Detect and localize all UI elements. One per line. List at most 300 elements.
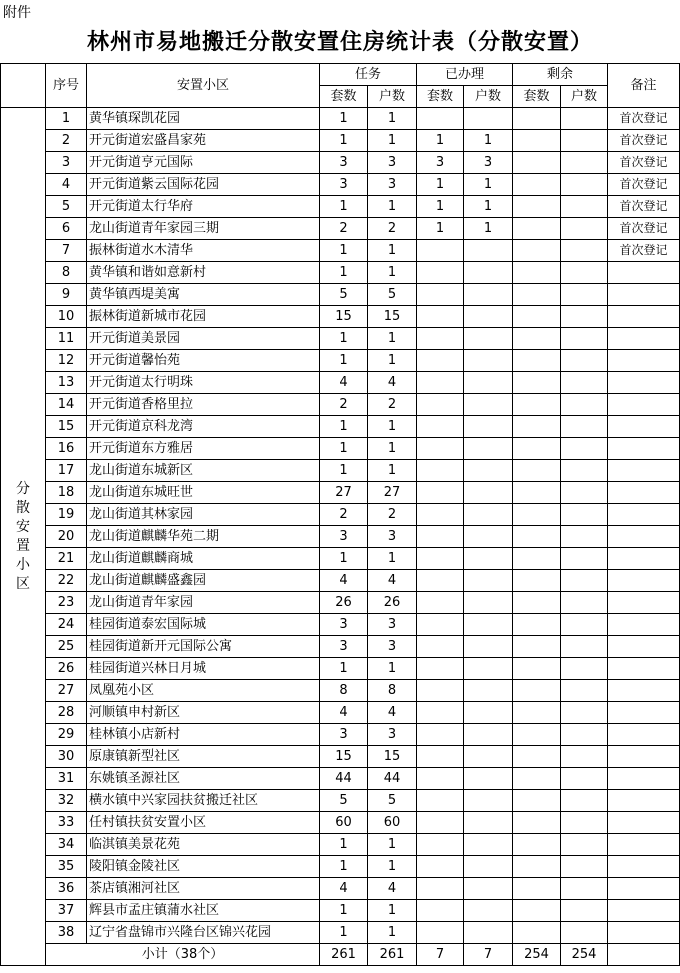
header-row-1 [1,64,680,86]
task-households-cell: 1 [368,130,417,152]
task-sets-cell: 3 [320,174,368,196]
seq-cell: 6 [46,218,87,240]
task-sets-cell: 27 [320,482,368,504]
table-row [1,262,680,284]
seq-cell: 5 [46,196,87,218]
remain-sets-cell [513,724,561,746]
done-households-cell [464,262,513,284]
seq-cell: 15 [46,416,87,438]
done-sets-cell [417,812,464,834]
remark-cell [608,570,680,592]
table-row [1,922,680,944]
done-households-cell [464,372,513,394]
seq-cell: 8 [46,262,87,284]
done-households-cell [464,416,513,438]
remain-sets-cell [513,614,561,636]
done-households-cell [464,460,513,482]
done-households-cell [464,746,513,768]
community-name-cell: 河顺镇申村新区 [87,702,320,724]
remain-sets-cell [513,394,561,416]
table-row [1,284,680,306]
header-remain: 剩余 [513,64,608,86]
remain-households-cell [561,108,608,130]
done-sets-cell [417,240,464,262]
task-sets-cell: 44 [320,768,368,790]
task-households-cell: 5 [368,790,417,812]
community-name-cell: 桂园街道泰宏国际城 [87,614,320,636]
table-row [1,724,680,746]
remain-households-cell [561,174,608,196]
task-sets-cell: 3 [320,724,368,746]
remark-cell [608,592,680,614]
remain-households-cell [561,482,608,504]
community-name-cell: 桂园街道兴林日月城 [87,658,320,680]
task-households-cell: 1 [368,548,417,570]
task-sets-cell: 1 [320,548,368,570]
remain-households-cell [561,218,608,240]
remark-cell: 首次登记 [608,218,680,240]
task-sets-cell: 1 [320,856,368,878]
remark-cell [608,416,680,438]
seq-cell: 2 [46,130,87,152]
table-row [1,702,680,724]
table-row [1,570,680,592]
seq-cell: 36 [46,878,87,900]
remain-households-cell [561,548,608,570]
remark-cell [608,900,680,922]
remark-cell [608,548,680,570]
community-name-cell: 振林街道水木清华 [87,240,320,262]
remain-sets-cell [513,856,561,878]
remain-sets-cell [513,900,561,922]
remark-cell [608,812,680,834]
seq-cell: 31 [46,768,87,790]
subtotal-task-households: 261 [368,944,417,966]
task-households-cell: 1 [368,328,417,350]
remark-cell [608,262,680,284]
task-households-cell: 5 [368,284,417,306]
header-done: 已办理 [417,64,513,86]
remain-households-cell [561,240,608,262]
remain-sets-cell [513,482,561,504]
done-sets-cell [417,504,464,526]
table-row [1,614,680,636]
remain-households-cell [561,768,608,790]
table-row [1,416,680,438]
done-households-cell [464,548,513,570]
remain-households-cell [561,350,608,372]
done-sets-cell [417,482,464,504]
remark-cell: 首次登记 [608,196,680,218]
category-char: 小 [16,556,30,573]
table-row [1,174,680,196]
task-sets-cell: 4 [320,702,368,724]
seq-cell: 30 [46,746,87,768]
table-row [1,834,680,856]
done-households-cell: 1 [464,196,513,218]
attachment-label: 附件 [3,5,31,21]
community-name-cell: 陵阳镇金陵社区 [87,856,320,878]
task-sets-cell: 60 [320,812,368,834]
remark-cell [608,526,680,548]
remark-cell [608,438,680,460]
task-households-cell: 1 [368,900,417,922]
remain-sets-cell [513,460,561,482]
seq-cell: 9 [46,284,87,306]
remark-cell: 首次登记 [608,108,680,130]
table-row [1,372,680,394]
housing-statistics-table [0,63,680,966]
remain-households-cell [561,130,608,152]
community-name-cell: 龙山街道麒麟商城 [87,548,320,570]
remain-households-cell [561,724,608,746]
subtotal-row [1,944,680,966]
remark-cell [608,856,680,878]
task-sets-cell: 5 [320,284,368,306]
task-sets-cell: 3 [320,152,368,174]
header-done-sets: 套数 [417,86,464,108]
remain-households-cell [561,306,608,328]
done-sets-cell [417,592,464,614]
task-households-cell: 15 [368,746,417,768]
remain-sets-cell [513,152,561,174]
remark-cell [608,922,680,944]
community-name-cell: 横水镇中兴家园扶贫搬迁社区 [87,790,320,812]
done-sets-cell [417,548,464,570]
task-sets-cell: 2 [320,218,368,240]
task-sets-cell: 8 [320,680,368,702]
remain-sets-cell [513,416,561,438]
header-task: 任务 [320,64,417,86]
community-name-cell: 凤凰苑小区 [87,680,320,702]
task-sets-cell: 1 [320,130,368,152]
task-households-cell: 2 [368,394,417,416]
done-sets-cell [417,372,464,394]
remain-sets-cell [513,812,561,834]
table-row [1,504,680,526]
community-name-cell: 开元街道美景园 [87,328,320,350]
done-households-cell [464,240,513,262]
table-row [1,878,680,900]
done-sets-cell [417,570,464,592]
task-households-cell: 1 [368,350,417,372]
done-sets-cell [417,438,464,460]
done-households-cell [464,526,513,548]
remain-sets-cell [513,306,561,328]
remain-households-cell [561,460,608,482]
table-row [1,746,680,768]
remark-cell [608,680,680,702]
seq-cell: 4 [46,174,87,196]
community-name-cell: 振林街道新城市花园 [87,306,320,328]
seq-cell: 23 [46,592,87,614]
remain-households-cell [561,834,608,856]
subtotal-task-sets: 261 [320,944,368,966]
remain-households-cell [561,702,608,724]
task-sets-cell: 1 [320,416,368,438]
done-sets-cell [417,790,464,812]
remain-households-cell [561,680,608,702]
table-row [1,680,680,702]
done-sets-cell [417,614,464,636]
seq-cell: 18 [46,482,87,504]
subtotal-done-sets: 7 [417,944,464,966]
seq-cell: 32 [46,790,87,812]
community-name-cell: 任村镇扶贫安置小区 [87,812,320,834]
done-households-cell [464,922,513,944]
seq-cell: 17 [46,460,87,482]
remain-households-cell [561,856,608,878]
seq-cell: 37 [46,900,87,922]
remain-sets-cell [513,262,561,284]
task-households-cell: 4 [368,570,417,592]
table-row [1,636,680,658]
done-households-cell [464,394,513,416]
task-households-cell: 1 [368,922,417,944]
remain-sets-cell [513,218,561,240]
header-remark: 备注 [608,64,680,108]
table-row [1,152,680,174]
task-households-cell: 4 [368,878,417,900]
remain-households-cell [561,658,608,680]
header-done-households: 户数 [464,86,513,108]
seq-cell: 12 [46,350,87,372]
task-households-cell: 1 [368,460,417,482]
table-row [1,394,680,416]
community-name-cell: 龙山街道东城旺世 [87,482,320,504]
task-households-cell: 1 [368,856,417,878]
remark-cell [608,504,680,526]
task-sets-cell: 4 [320,570,368,592]
community-name-cell: 龙山街道麒麟华苑二期 [87,526,320,548]
task-households-cell: 8 [368,680,417,702]
task-households-cell: 3 [368,614,417,636]
remain-households-cell [561,790,608,812]
done-households-cell [464,658,513,680]
table-row [1,196,680,218]
header-remain-households: 户数 [561,86,608,108]
done-sets-cell [417,306,464,328]
task-households-cell: 1 [368,262,417,284]
table-row [1,218,680,240]
done-households-cell [464,790,513,812]
remain-sets-cell [513,328,561,350]
seq-cell: 1 [46,108,87,130]
seq-cell: 35 [46,856,87,878]
done-sets-cell [417,526,464,548]
remain-sets-cell [513,878,561,900]
remain-sets-cell [513,680,561,702]
done-sets-cell [417,746,464,768]
done-sets-cell: 1 [417,174,464,196]
table-row [1,592,680,614]
community-name-cell: 开元街道东方雅居 [87,438,320,460]
remark-cell [608,746,680,768]
task-households-cell: 26 [368,592,417,614]
remark-cell [608,768,680,790]
remain-households-cell [561,328,608,350]
remain-sets-cell [513,130,561,152]
seq-cell: 29 [46,724,87,746]
header-task-households: 户数 [368,86,417,108]
remain-sets-cell [513,548,561,570]
done-households-cell [464,878,513,900]
done-households-cell [464,504,513,526]
done-households-cell [464,328,513,350]
table-title: 林州市易地搬迁分散安置住房统计表（分散安置） [86,30,593,55]
remain-households-cell [561,262,608,284]
done-households-cell [464,306,513,328]
category-char: 区 [16,575,30,592]
remain-sets-cell [513,526,561,548]
community-name-cell: 黄华镇和谐如意新村 [87,262,320,284]
task-sets-cell: 1 [320,438,368,460]
task-sets-cell: 1 [320,922,368,944]
community-name-cell: 辉县市孟庄镇蒲水社区 [87,900,320,922]
remain-sets-cell [513,592,561,614]
done-households-cell [464,856,513,878]
task-sets-cell: 1 [320,240,368,262]
subtotal-remain-households: 254 [561,944,608,966]
subtotal-remain-sets: 254 [513,944,561,966]
task-sets-cell: 15 [320,306,368,328]
done-households-cell [464,636,513,658]
done-households-cell [464,812,513,834]
seq-cell: 16 [46,438,87,460]
category-char: 安 [16,518,30,535]
task-households-cell: 4 [368,372,417,394]
community-name-cell: 黄华镇琛凯花园 [87,108,320,130]
done-households-cell [464,482,513,504]
done-sets-cell: 1 [417,218,464,240]
done-sets-cell [417,328,464,350]
community-name-cell: 开元街道宏盛昌家苑 [87,130,320,152]
remark-cell [608,372,680,394]
header-community: 安置小区 [87,64,320,108]
done-households-cell [464,702,513,724]
community-name-cell: 桂林镇小店新村 [87,724,320,746]
community-name-cell: 开元街道京科龙湾 [87,416,320,438]
done-households-cell [464,284,513,306]
task-sets-cell: 2 [320,394,368,416]
community-name-cell: 原康镇新型社区 [87,746,320,768]
seq-cell: 10 [46,306,87,328]
seq-cell: 7 [46,240,87,262]
community-name-cell: 开元街道紫云国际花园 [87,174,320,196]
remain-households-cell [561,394,608,416]
remain-households-cell [561,570,608,592]
community-name-cell: 龙山街道青年家园三期 [87,218,320,240]
remain-sets-cell [513,504,561,526]
remark-cell: 首次登记 [608,130,680,152]
remark-cell [608,636,680,658]
seq-cell: 11 [46,328,87,350]
header-seq: 序号 [46,64,87,108]
community-name-cell: 辽宁省盘锦市兴隆台区锦兴花园 [87,922,320,944]
table-row [1,460,680,482]
category-char: 散 [16,499,30,516]
remark-cell [608,790,680,812]
seq-cell: 38 [46,922,87,944]
remark-cell: 首次登记 [608,240,680,262]
done-sets-cell [417,394,464,416]
seq-cell: 24 [46,614,87,636]
done-sets-cell [417,262,464,284]
done-households-cell [464,108,513,130]
remark-cell [608,460,680,482]
remain-sets-cell [513,240,561,262]
task-sets-cell: 3 [320,526,368,548]
remain-households-cell [561,284,608,306]
remain-sets-cell [513,438,561,460]
done-sets-cell [417,658,464,680]
seq-cell: 13 [46,372,87,394]
table-row [1,856,680,878]
remain-households-cell [561,416,608,438]
task-sets-cell: 3 [320,614,368,636]
done-households-cell: 1 [464,174,513,196]
task-sets-cell: 1 [320,900,368,922]
table-row [1,130,680,152]
community-name-cell: 龙山街道东城新区 [87,460,320,482]
table-row [1,768,680,790]
subtotal-done-households: 7 [464,944,513,966]
task-households-cell: 1 [368,658,417,680]
task-sets-cell: 1 [320,658,368,680]
remain-households-cell [561,526,608,548]
seq-cell: 20 [46,526,87,548]
seq-cell: 33 [46,812,87,834]
remain-sets-cell [513,284,561,306]
remain-sets-cell [513,196,561,218]
seq-cell: 14 [46,394,87,416]
task-sets-cell: 4 [320,878,368,900]
seq-cell: 21 [46,548,87,570]
remark-cell: 首次登记 [608,152,680,174]
remain-households-cell [561,372,608,394]
task-households-cell: 3 [368,724,417,746]
done-sets-cell: 1 [417,130,464,152]
task-households-cell: 2 [368,218,417,240]
seq-cell: 34 [46,834,87,856]
remain-households-cell [561,614,608,636]
remain-sets-cell [513,636,561,658]
task-sets-cell: 1 [320,196,368,218]
remark-cell: 首次登记 [608,174,680,196]
community-name-cell: 开元街道太行明珠 [87,372,320,394]
remark-cell [608,482,680,504]
seq-cell: 25 [46,636,87,658]
task-sets-cell: 15 [320,746,368,768]
remark-cell [608,284,680,306]
table-row [1,548,680,570]
done-households-cell: 3 [464,152,513,174]
task-sets-cell: 26 [320,592,368,614]
done-households-cell [464,768,513,790]
done-sets-cell [417,636,464,658]
task-households-cell: 2 [368,504,417,526]
task-sets-cell: 2 [320,504,368,526]
remark-cell [608,658,680,680]
remain-households-cell [561,812,608,834]
done-sets-cell: 1 [417,196,464,218]
category-char: 置 [16,537,30,554]
done-households-cell [464,592,513,614]
remain-households-cell [561,438,608,460]
done-households-cell [464,438,513,460]
community-name-cell: 桂园街道新开元国际公寓 [87,636,320,658]
done-sets-cell [417,768,464,790]
